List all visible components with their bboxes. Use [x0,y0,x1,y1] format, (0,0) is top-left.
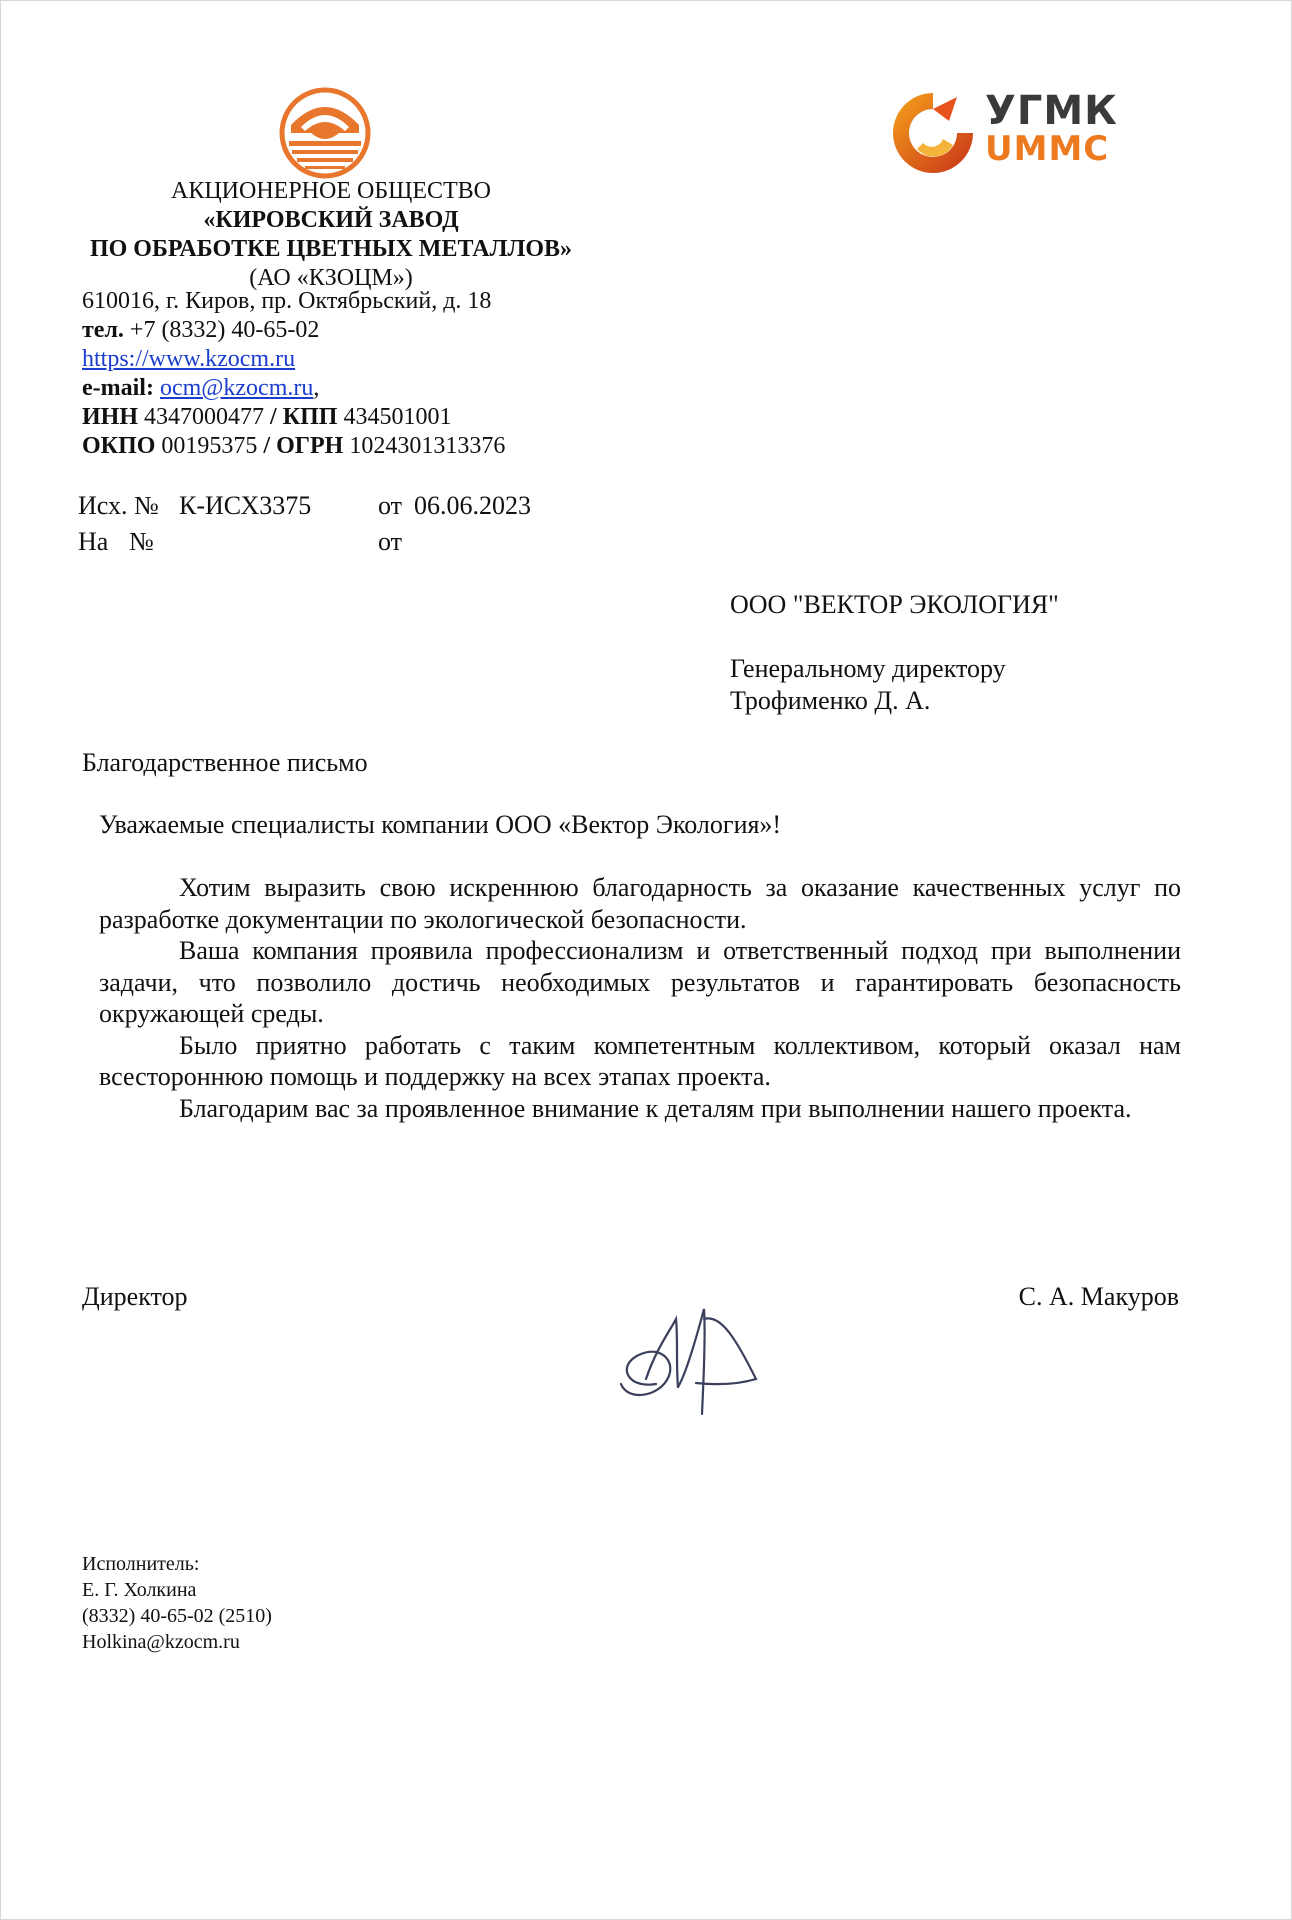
phone-label: тел. [82,317,124,343]
executor-label: Исполнитель: [82,1553,200,1575]
okpo-label: ОКПО [82,433,156,459]
company-phone-row [82,316,682,345]
ugmk-logo-text-bottom: UMMC [985,129,1110,169]
ogrn-value: 1024301313376 [349,433,506,459]
inn-label: ИНН [82,404,139,430]
incoming-reference [1,526,601,560]
executor-email: Holkina@kzocm.ru [82,1631,240,1653]
body-paragraph: Ваша компания проявила профессионализм и ответственный подход при выполнении задачи, что позволило достичь необходимых результатов и гарантировать безопасность окружающей среды. [99,936,1181,1028]
body-paragraph: Было приятно работать с таким компетентным коллективом, который оказал нам всестороннюю помощь и поддержку на всех этапах проекта. [99,1030,1181,1091]
letter-body [99,872,1181,1124]
company-email-link[interactable]: ocm@kzocm.ru [159,375,314,401]
ugmk-logo [887,87,1147,179]
company-line-3: ПО ОБРАБОТКЕ ЦВЕТНЫХ МЕТАЛЛОВ» [89,236,573,262]
signer-name: С. А. Макуров [1018,1282,1179,1311]
kpp-value: 434501001 [343,404,452,430]
separator: / [263,433,271,459]
letter-greeting: Уважаемые специалисты компании ООО «Вектор Экология»! [99,810,782,839]
company-requisites [82,287,682,461]
outgoing-number: К-ИСХ3375 [179,491,312,520]
handwritten-signature [586,1279,796,1429]
outgoing-label: Исх. № [78,491,159,520]
body-paragraph: Хотим выразить свою искреннюю благодарность за оказание качественных услуг по разработке документации по экологической безопасности. [99,873,1181,934]
ogrn-label: ОГРН [276,433,344,459]
signer-position: Директор [82,1282,188,1311]
kzocm-logo-icon [279,87,371,179]
recipient-position: Генеральному директору [730,654,1006,683]
company-line-2: «КИРОВСКИЙ ЗАВОД [203,207,459,233]
company-line-1: АКЦИОНЕРНОЕ ОБЩЕСТВО [171,178,491,204]
recipient-block [730,589,1230,717]
executor-block [82,1551,272,1655]
email-label: e-mail: [82,375,154,401]
company-website-row [82,345,682,374]
executor-name: Е. Г. Холкина [82,1579,197,1601]
kpp-label: КПП [282,404,338,430]
outgoing-from-label: от [378,491,403,520]
email-comma: , [313,375,320,401]
okpo-ogrn-row [82,432,682,461]
recipient-company: ООО "ВЕКТОР ЭКОЛОГИЯ" [730,590,1059,619]
incoming-no-label: № [129,527,154,556]
inn-kpp-row [82,403,682,432]
company-email-row [82,374,682,403]
ugmk-swirl-icon [887,87,979,179]
company-name-block [81,177,581,293]
incoming-label: На [78,527,109,556]
ugmk-logo-text-top: УГМК [985,88,1118,134]
executor-phone: (8332) 40-65-02 (2510) [82,1605,272,1627]
company-line-4: (АО «КЗОЦМ») [249,265,413,291]
separator: / [270,404,277,430]
company-website-link[interactable]: https://www.kzocm.ru [82,346,296,372]
outgoing-date: 06.06.2023 [414,491,531,520]
company-address: 610016, г. Киров, пр. Октябрьский, д. 18 [82,288,492,314]
incoming-from-label: от [378,527,403,556]
outgoing-reference [1,490,601,524]
recipient-name: Трофименко Д. А. [730,686,931,715]
okpo-value: 00195375 [161,433,258,459]
inn-value: 4347000477 [144,404,265,430]
company-phone: +7 (8332) 40-65-02 [129,317,320,343]
body-paragraph: Благодарим вас за проявленное внимание к деталям при выполнении нашего проекта. [179,1093,1132,1123]
letter-title: Благодарственное письмо [82,748,368,777]
